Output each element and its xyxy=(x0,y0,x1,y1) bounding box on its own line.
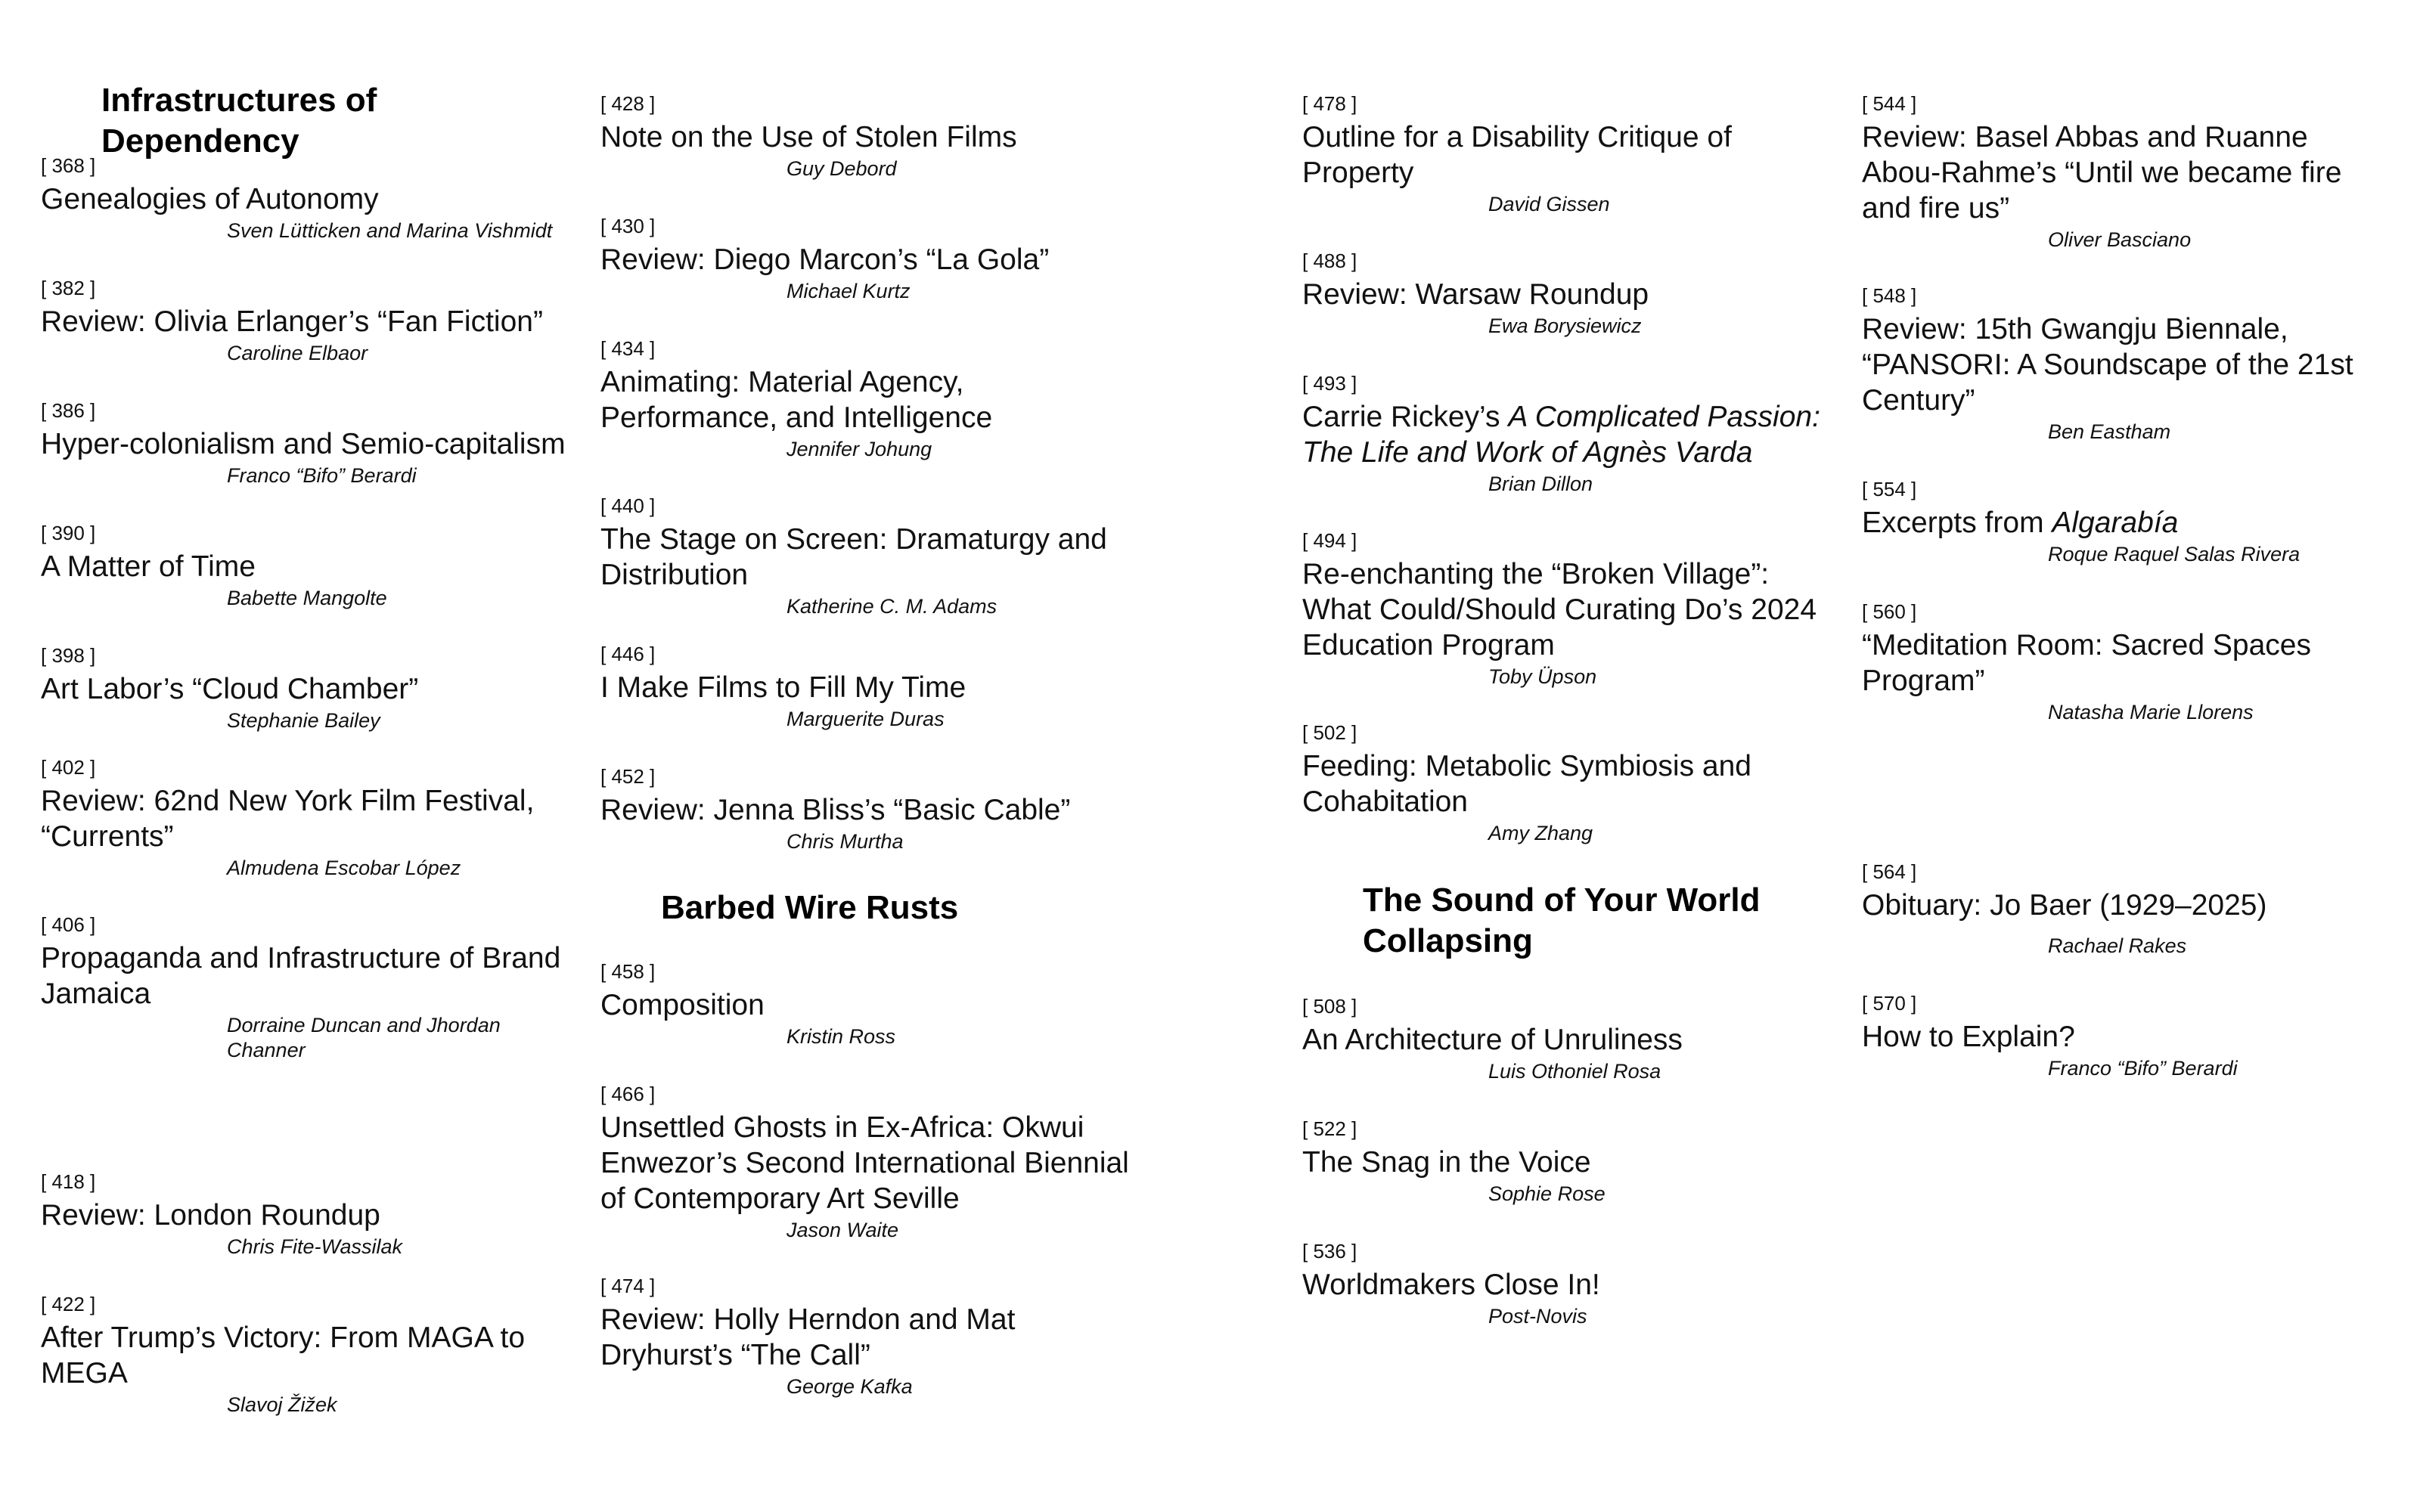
page-number: [ 548 ] xyxy=(1862,284,1917,307)
entry-author: Natasha Marie Llorens xyxy=(2048,701,2254,723)
page-number: [ 544 ] xyxy=(1862,92,1917,115)
toc-entry[interactable] xyxy=(600,1275,1137,1399)
title-text: Excerpts from xyxy=(1862,507,2052,539)
page-number: [ 570 ] xyxy=(1862,992,1917,1015)
toc-entry[interactable] xyxy=(41,756,578,881)
page-number: [ 390 ] xyxy=(41,522,96,544)
entry-title: Feeding: Metabolic Symbiosis and Cohabitation xyxy=(1302,750,1751,818)
page-number: [ 493 ] xyxy=(1302,372,1357,395)
title-italic-text: Algarabía xyxy=(2052,507,2179,539)
page-number: [ 494 ] xyxy=(1302,529,1357,552)
toc-entry[interactable] xyxy=(1302,721,1832,846)
toc-entry[interactable] xyxy=(1862,478,2391,567)
toc-entry[interactable] xyxy=(1302,529,1832,689)
entry-author: Jennifer Johung xyxy=(786,438,932,460)
toc-entry[interactable] xyxy=(1302,1117,1832,1207)
page-number: [ 422 ] xyxy=(41,1293,96,1315)
entry-title: Review: Olivia Erlanger’s “Fan Fiction” xyxy=(41,305,543,338)
toc-entry[interactable] xyxy=(41,913,578,1063)
page-number: [ 478 ] xyxy=(1302,92,1357,115)
entry-author: Sven Lütticken and Marina Vishmidt xyxy=(227,219,553,242)
entry-title: Composition xyxy=(600,989,765,1021)
entry-title: Review: Diego Marcon’s “La Gola” xyxy=(600,243,1050,276)
entry-author: Roque Raquel Salas Rivera xyxy=(2048,543,2301,565)
section-heading: Barbed Wire Rusts xyxy=(661,889,959,926)
section-heading-line: Collapsing xyxy=(1363,922,1533,959)
toc-entry[interactable] xyxy=(1862,860,2391,959)
entry-author: Rachael Rakes xyxy=(2048,934,2187,957)
entry-title: The Snag in the Voice xyxy=(1302,1146,1591,1179)
entry-author: Amy Zhang xyxy=(1488,822,1593,844)
toc-entry[interactable] xyxy=(41,399,578,488)
entry-title: How to Explain? xyxy=(1862,1021,2075,1053)
entry-author: Caroline Elbaor xyxy=(227,342,368,364)
entry-author: Dorraine Duncan and Jhordan Channer xyxy=(227,1014,501,1061)
section-heading: Infrastructures of Dependency xyxy=(101,82,377,160)
toc-entry[interactable] xyxy=(600,494,1137,619)
entry-title: Review: 15th Gwangju Biennale, “PANSORI: A Soundscape of the 21st Century” xyxy=(1862,313,2353,417)
entry-title: Worldmakers Close In! xyxy=(1302,1269,1600,1301)
entry-author: Brian Dillon xyxy=(1488,472,1593,495)
entry-title: Animating: Material Agency, Performance, and Intelligence xyxy=(600,366,993,434)
toc-entry[interactable] xyxy=(600,215,1137,304)
entry-title: Obituary: Jo Baer (1929–2025) xyxy=(1862,889,2267,922)
entry-author: Franco “Bifo” Berardi xyxy=(227,464,417,487)
entry-title: Review: Jenna Bliss’s “Basic Cable” xyxy=(600,794,1071,826)
toc-entry[interactable] xyxy=(41,644,578,733)
toc-entry[interactable] xyxy=(41,154,578,243)
entry-title xyxy=(1862,505,2391,541)
page-number: [ 522 ] xyxy=(1302,1117,1357,1140)
toc-entry[interactable] xyxy=(600,1083,1137,1243)
toc-entry[interactable] xyxy=(41,277,578,366)
page-number: [ 488 ] xyxy=(1302,249,1357,272)
entry-title xyxy=(1302,399,1832,470)
entry-title: Note on the Use of Stolen Films xyxy=(600,121,1017,153)
page-number: [ 368 ] xyxy=(41,154,96,177)
entry-title: “Meditation Room: Sacred Spaces Program” xyxy=(1862,629,2311,697)
entry-title: The Stage on Screen: Dramaturgy and Distribution xyxy=(600,523,1107,591)
entry-title: Propaganda and Infrastructure of Brand Jamaica xyxy=(41,942,561,1010)
page-number: [ 428 ] xyxy=(600,92,656,115)
entry-author: David Gissen xyxy=(1488,193,1610,215)
page-number: [ 536 ] xyxy=(1302,1240,1357,1263)
entry-author: Stephanie Bailey xyxy=(227,709,380,732)
entry-author: George Kafka xyxy=(786,1375,913,1398)
section-heading xyxy=(1363,880,1761,962)
page-number: [ 452 ] xyxy=(600,765,656,788)
toc-entry[interactable] xyxy=(600,960,1137,1049)
entry-author: Marguerite Duras xyxy=(786,708,945,730)
entry-author: Kristin Ross xyxy=(786,1025,896,1048)
title-italic-text: A Complicated Passion: The Life and Work of Agnès Varda xyxy=(1302,401,1820,469)
entry-author: Ben Eastham xyxy=(2048,420,2171,443)
entry-title: Unsettled Ghosts in Ex-Africa: Okwui Enwezor’s Second International Biennial of Contemporary Art Seville xyxy=(600,1111,1129,1215)
page-number: [ 502 ] xyxy=(1302,721,1357,744)
entry-author: Sophie Rose xyxy=(1488,1182,1606,1205)
title-text: Carrie Rickey’s xyxy=(1302,401,1509,433)
entry-title: I Make Films to Fill My Time xyxy=(600,671,966,704)
entry-author: Babette Mangolte xyxy=(227,587,387,609)
entry-author: Jason Waite xyxy=(786,1219,899,1241)
entry-title: An Architecture of Unruliness xyxy=(1302,1024,1683,1056)
toc-entry[interactable] xyxy=(1862,600,2391,725)
toc-entry[interactable] xyxy=(600,337,1137,462)
page-number: [ 406 ] xyxy=(41,913,96,936)
entry-title: After Trump’s Victory: From MAGA to MEGA xyxy=(41,1321,526,1390)
page-number: [ 440 ] xyxy=(600,494,656,517)
page-number: [ 564 ] xyxy=(1862,860,1917,883)
entry-title: Re-enchanting the “Broken Village”: What Could/Should Curating Do’s 2024 Education Program xyxy=(1302,558,1817,662)
page-number: [ 554 ] xyxy=(1862,478,1917,500)
page-number: [ 418 ] xyxy=(41,1170,96,1193)
page-number: [ 560 ] xyxy=(1862,600,1917,623)
toc-entry[interactable] xyxy=(1302,1240,1832,1329)
entry-author: Chris Fite-Wassilak xyxy=(227,1235,403,1258)
entry-author: Katherine C. M. Adams xyxy=(786,595,997,618)
entry-title: Review: London Roundup xyxy=(41,1199,380,1232)
entry-author: Guy Debord xyxy=(786,157,897,180)
entry-author: Luis Othoniel Rosa xyxy=(1488,1060,1661,1083)
page-number: [ 466 ] xyxy=(600,1083,656,1105)
toc-entry[interactable] xyxy=(1302,92,1832,217)
toc-entry[interactable] xyxy=(41,1170,578,1259)
entry-title: A Matter of Time xyxy=(41,550,256,583)
page-number: [ 434 ] xyxy=(600,337,656,360)
entry-author: Post-Novis xyxy=(1488,1305,1587,1328)
toc-entry[interactable] xyxy=(600,92,1137,181)
page-number: [ 398 ] xyxy=(41,644,96,667)
page-number: [ 446 ] xyxy=(600,643,656,665)
section-heading-line: The Sound of Your World xyxy=(1363,881,1761,919)
toc-entry[interactable] xyxy=(1862,992,2391,1081)
entry-title: Hyper-colonialism and Semio-capitalism xyxy=(41,428,566,460)
page-number: [ 382 ] xyxy=(41,277,96,299)
entry-author: Michael Kurtz xyxy=(786,280,911,302)
entry-title: Review: Warsaw Roundup xyxy=(1302,278,1649,311)
entry-author: Franco “Bifo” Berardi xyxy=(2048,1057,2238,1080)
toc-entry[interactable] xyxy=(600,643,1137,732)
entry-author: Slavoj Žižek xyxy=(227,1393,337,1416)
toc-entry[interactable] xyxy=(1302,995,1832,1084)
toc-entry[interactable] xyxy=(41,1293,578,1418)
toc-entry[interactable] xyxy=(600,765,1137,854)
entry-author: Oliver Basciano xyxy=(2048,228,2192,251)
entry-title: Review: Basel Abbas and Ruanne Abou-Rahme’s “Until we became fire and fire us” xyxy=(1862,121,2342,225)
entry-title: Review: Holly Herndon and Mat Dryhurst’s “The Call” xyxy=(600,1303,1016,1371)
entry-author: Ewa Borysiewicz xyxy=(1488,314,1642,337)
toc-entry[interactable] xyxy=(1302,372,1832,497)
entry-author: Almudena Escobar López xyxy=(227,857,461,879)
entry-author: Toby Üpson xyxy=(1488,665,1597,688)
entry-title: Genealogies of Autonomy xyxy=(41,183,379,215)
page-number: [ 458 ] xyxy=(600,960,656,983)
entry-title: Review: 62nd New York Film Festival, “Currents” xyxy=(41,785,535,853)
page-number: [ 386 ] xyxy=(41,399,96,422)
page-number: [ 430 ] xyxy=(600,215,656,237)
toc-entry[interactable] xyxy=(1862,92,2391,253)
entry-title: Art Labor’s “Cloud Chamber” xyxy=(41,673,419,705)
entry-author: Chris Murtha xyxy=(786,830,904,853)
page-number: [ 402 ] xyxy=(41,756,96,779)
toc-entry[interactable] xyxy=(1862,284,2391,445)
toc-entry[interactable] xyxy=(1302,249,1832,339)
page-number: [ 508 ] xyxy=(1302,995,1357,1018)
entry-title: Outline for a Disability Critique of Property xyxy=(1302,121,1732,189)
page-number: [ 474 ] xyxy=(600,1275,656,1297)
toc-entry[interactable] xyxy=(41,522,578,611)
